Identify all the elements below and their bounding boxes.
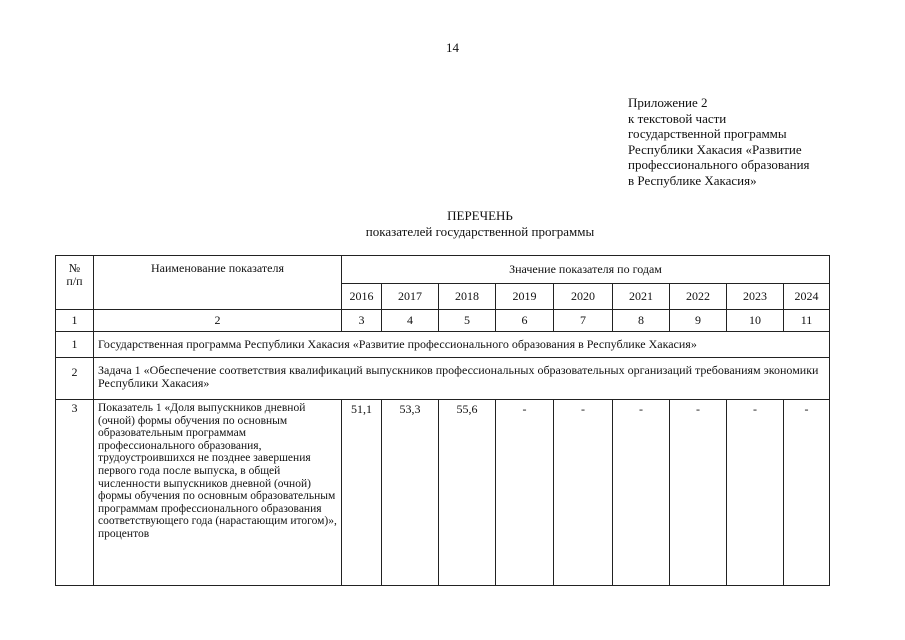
column-number: 7	[554, 310, 613, 332]
column-number: 4	[382, 310, 439, 332]
header-year: 2022	[670, 284, 727, 310]
indicator-value: -	[784, 400, 830, 586]
row-number: 2	[56, 358, 94, 400]
header-year: 2016	[342, 284, 382, 310]
table-row	[56, 400, 830, 586]
table-row	[56, 332, 830, 358]
appendix-line: профессионального образования	[628, 157, 810, 172]
indicator-value: 53,3	[382, 400, 439, 586]
appendix-line: Республики Хакасия «Развитие	[628, 141, 802, 157]
header-values-group	[342, 256, 830, 284]
heading-subtitle: показателей государственной программы	[365, 224, 595, 239]
column-number: 3	[342, 310, 382, 332]
column-number: 2	[94, 310, 342, 332]
row-number: 1	[56, 332, 94, 358]
appendix-note	[628, 95, 868, 188]
header-year: 2023	[727, 284, 784, 310]
column-number: 11	[784, 310, 830, 332]
column-number: 8	[613, 310, 670, 332]
header-year: 2021	[613, 284, 670, 310]
column-number: 1	[56, 310, 94, 332]
table-row	[56, 358, 830, 400]
column-number: 6	[496, 310, 554, 332]
indicator-value: -	[727, 400, 784, 586]
indicator-value: -	[554, 400, 613, 586]
page-number: 14	[446, 40, 459, 55]
appendix-line: Приложение 2	[628, 95, 708, 110]
column-number: 9	[670, 310, 727, 332]
indicator-value: 55,6	[439, 400, 496, 586]
indicator-value: 51,1	[342, 400, 382, 586]
row-program-text: Государственная программа Республики Хакасия «Развитие профессионального образования в Республике Хакасия»	[94, 332, 830, 358]
indicators-table	[55, 255, 830, 586]
indicator-value: -	[613, 400, 670, 586]
row-task-text: Задача 1 «Обеспечение соответствия квалификаций выпускников профессиональных образовательных организаций требованиям экономики Республики Хакасия»	[94, 358, 830, 400]
column-number: 10	[727, 310, 784, 332]
appendix-line: государственной программы	[628, 126, 787, 141]
header-name: Наименование показателя	[151, 261, 284, 275]
header-year: 2024	[784, 284, 830, 310]
header-num-cell	[56, 256, 94, 310]
indicator-value: -	[670, 400, 727, 586]
appendix-line: в Республике Хакасия»	[628, 172, 757, 188]
header-year: 2018	[439, 284, 496, 310]
column-number: 5	[439, 310, 496, 332]
header-year: 2019	[496, 284, 554, 310]
heading-title: ПЕРЕЧЕНЬ	[447, 208, 513, 223]
appendix-line: к текстовой части	[628, 110, 727, 126]
row-number: 3	[56, 400, 94, 586]
header-num: № п/п	[66, 261, 83, 288]
header-values-label: Значение показателя по годам	[509, 262, 662, 276]
row-indicator-text: Показатель 1 «Доля выпускников дневной (очной) формы обучения по основным образовательным программам профессионального образования, трудоустроившихся не позднее завершения первого года после выпуска, в общей численности выпускников дневной (очной) формы обучения по основным образовательным программам профессионального образования соответствующего года (нарастающим итогом)», процентов	[94, 400, 342, 586]
header-year: 2020	[554, 284, 613, 310]
header-name-cell	[94, 256, 342, 310]
header-year: 2017	[382, 284, 439, 310]
indicator-value: -	[496, 400, 554, 586]
document-heading	[0, 208, 905, 240]
